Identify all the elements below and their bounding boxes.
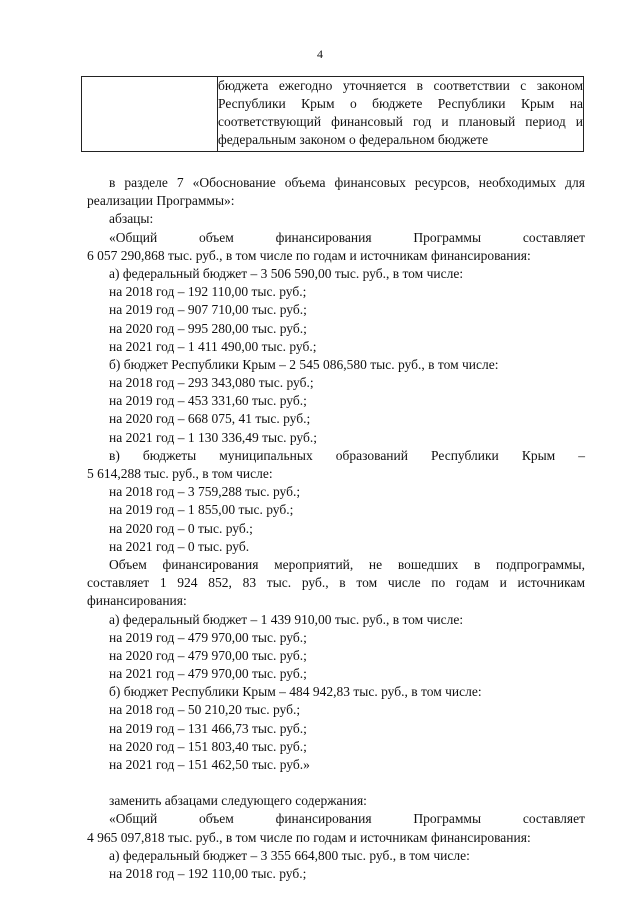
text-line: на 2020 год – 151 803,40 тыс. руб.;	[109, 738, 307, 754]
text-line: на 2019 год – 131 466,73 тыс. руб.;	[109, 720, 307, 736]
table-cell-empty	[82, 77, 218, 152]
text-line: на 2018 год – 192 110,00 тыс. руб.;	[109, 284, 307, 300]
document-body	[87, 174, 585, 883]
text-line: на 2020 год – 0 тыс. руб.;	[109, 520, 253, 536]
text-line: на 2021 год – 1 411 490,00 тыс. руб.;	[109, 338, 317, 354]
text-line: на 2021 год – 479 970,00 тыс. руб.;	[109, 666, 307, 682]
text-line: в) бюджеты муниципальных образований Республики Крым –	[109, 447, 585, 463]
text-line: на 2021 год – 151 462,50 тыс. руб.»	[109, 757, 310, 772]
text-line: Объем финансирования мероприятий, не вошедших в подпрограммы,	[109, 556, 585, 572]
text-line: реализации Программы»:	[87, 193, 235, 209]
text-line: «Общий объем финансирования Программы составляет	[109, 811, 585, 827]
text-line: «Общий объем финансирования Программы составляет	[109, 229, 585, 245]
text-line: на 2018 год – 50 210,20 тыс. руб.;	[109, 702, 301, 718]
text-line: а) федеральный бюджет – 3 506 590,00 тыс. руб., в том числе:	[109, 265, 464, 281]
funding-table-fragment	[81, 76, 584, 152]
table-row	[82, 77, 584, 152]
text-line: заменить абзацами следующего содержания:	[109, 793, 367, 809]
text-line: а) федеральный бюджет – 1 439 910,00 тыс. руб., в том числе:	[109, 611, 464, 627]
text-line: а) федеральный бюджет – 3 355 664,800 тыс. руб., в том числе:	[109, 847, 470, 863]
table-cell-text	[218, 77, 584, 152]
text-line: на 2020 год – 668 075, 41 тыс. руб.;	[109, 411, 311, 427]
table-line: соответствующий финансовый год и плановый период и	[218, 114, 583, 129]
text-line: 4 965 097,818 тыс. руб., в том числе по годам и источникам финансирования:	[87, 829, 531, 845]
text-line: б) бюджет Республики Крым – 484 942,83 тыс. руб., в том числе:	[109, 684, 482, 700]
table-line: бюджета ежегодно уточняется в соответствии с законом	[218, 78, 583, 93]
text-line: на 2021 год – 0 тыс. руб.	[109, 538, 250, 554]
page-number: 4	[317, 47, 323, 61]
text-line: на 2018 год – 293 343,080 тыс. руб.;	[109, 375, 314, 391]
text-line: 6 057 290,868 тыс. руб., в том числе по годам и источникам финансирования:	[87, 247, 531, 263]
text-line: на 2019 год – 907 710,00 тыс. руб.;	[109, 302, 307, 318]
text-line: на 2021 год – 1 130 336,49 тыс. руб.;	[109, 429, 317, 445]
text-line: в разделе 7 «Обоснование объема финансовых ресурсов, необходимых для	[109, 175, 585, 190]
table-line: Республики Крым о бюджете Республики Крым на	[218, 96, 583, 111]
text-line: на 2019 год – 1 855,00 тыс. руб.;	[109, 502, 294, 518]
table-line: федеральным законом о федеральном бюджете	[218, 132, 489, 147]
text-line: на 2020 год – 995 280,00 тыс. руб.;	[109, 320, 307, 336]
text-line: б) бюджет Республики Крым – 2 545 086,580 тыс. руб., в том числе:	[109, 356, 499, 372]
text-line: на 2019 год – 453 331,60 тыс. руб.;	[109, 393, 307, 409]
text-line: на 2018 год – 3 759,288 тыс. руб.;	[109, 484, 301, 500]
text-line: составляет 1 924 852, 83 тыс. руб., в том числе по годам и источникам	[87, 575, 585, 591]
paragraph-gap	[87, 774, 585, 792]
text-line: абзацы:	[109, 211, 154, 227]
text-line: на 2019 год – 479 970,00 тыс. руб.;	[109, 629, 307, 645]
text-line: на 2018 год – 192 110,00 тыс. руб.;	[109, 865, 307, 881]
text-line: 5 614,288 тыс. руб., в том числе:	[87, 466, 273, 481]
text-line: на 2020 год – 479 970,00 тыс. руб.;	[109, 647, 307, 663]
text-line: финансирования:	[87, 593, 187, 609]
